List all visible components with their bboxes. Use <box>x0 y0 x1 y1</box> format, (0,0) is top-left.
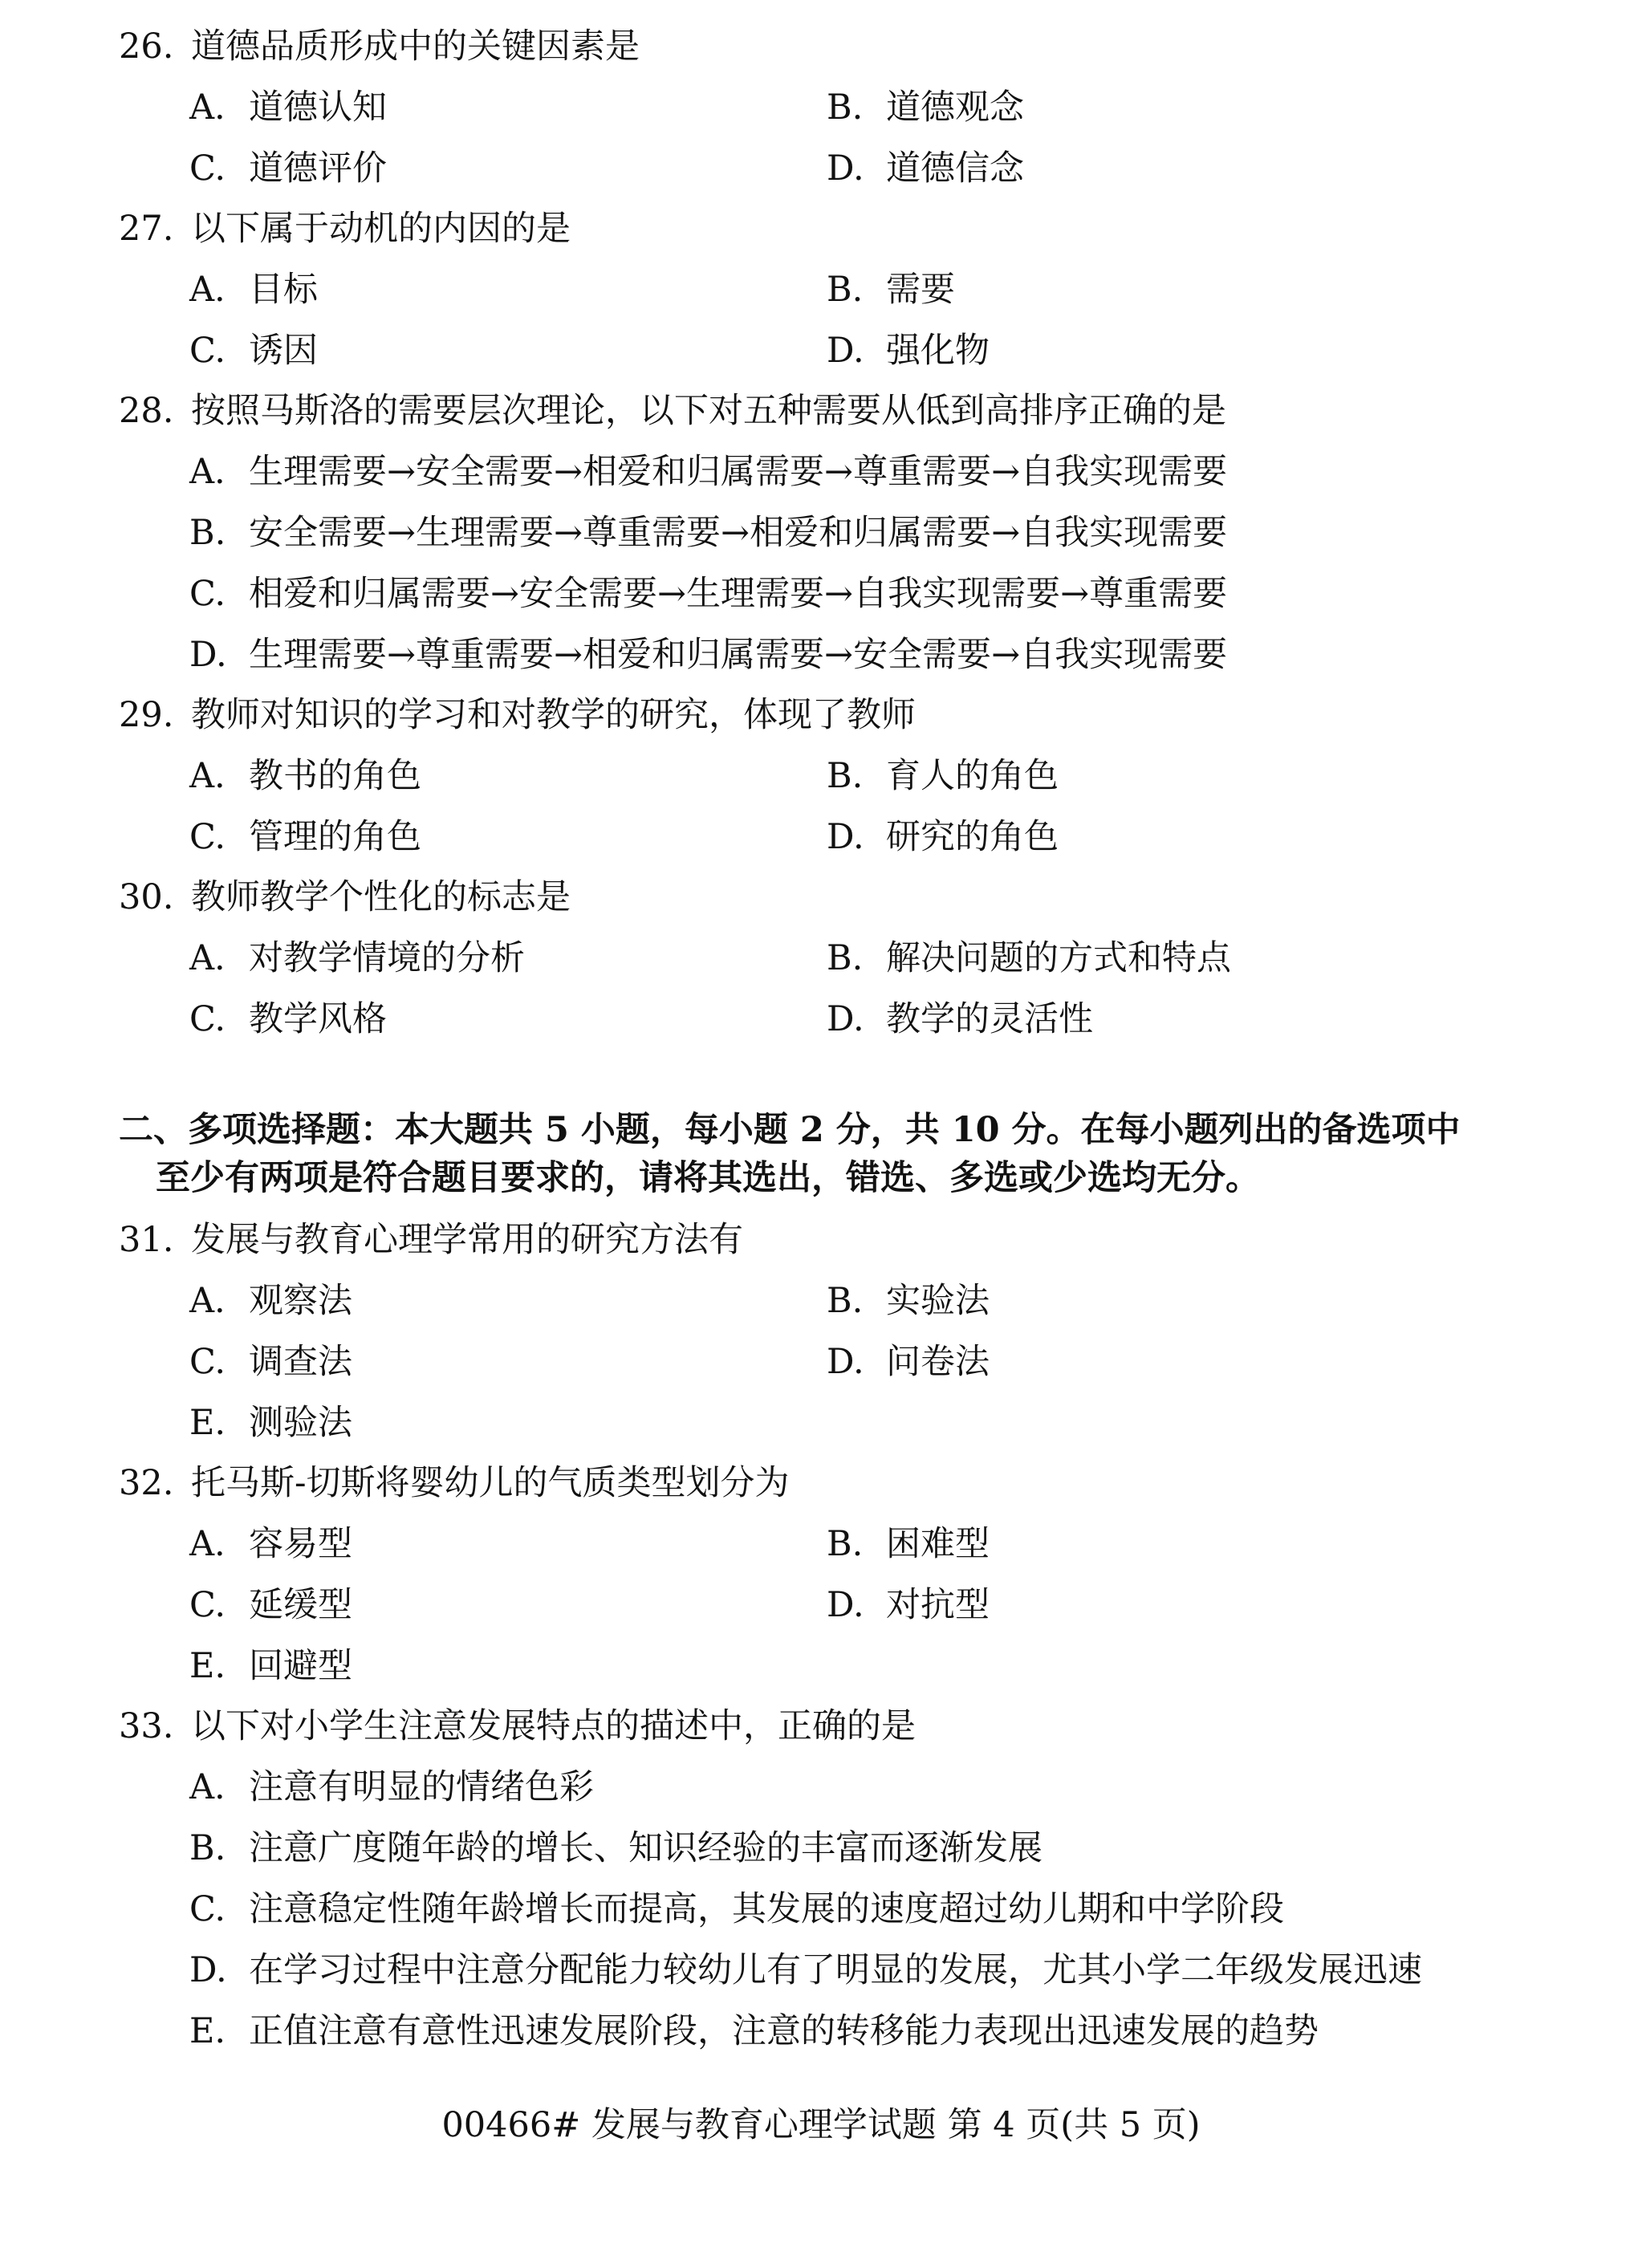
option: E. 正值注意有意性迅速发展阶段，注意的转移能力表现出迅速发展的趋势 <box>189 2011 1319 2051</box>
option: A. 注意有明显的情绪色彩 <box>189 1767 594 1807</box>
option: B. 困难型 <box>827 1524 990 1564</box>
section-two-instructions: 至少有两项是符合题目要求的，请将其选出，错选、多选或少选均无分。 <box>156 1158 1260 1198</box>
option: B. 需要 <box>827 270 955 310</box>
question-33-stem: 33. 以下对小学生注意发展特点的描述中，正确的是 <box>119 1706 916 1746</box>
option: C. 教学风格 <box>189 999 387 1039</box>
option: D. 对抗型 <box>827 1585 990 1625</box>
option: D. 问卷法 <box>827 1342 990 1382</box>
option: B. 育人的角色 <box>827 756 1059 796</box>
option: C. 延缓型 <box>189 1585 352 1625</box>
option: A. 容易型 <box>189 1524 352 1564</box>
option: D. 研究的角色 <box>827 817 1059 857</box>
option: D. 教学的灵活性 <box>827 999 1093 1039</box>
option: A. 目标 <box>189 270 318 310</box>
question-29-stem: 29. 教师对知识的学习和对教学的研究，体现了教师 <box>119 695 916 735</box>
option: C. 注意稳定性随年龄增长而提高，其发展的速度超过幼儿期和中学阶段 <box>189 1889 1284 1929</box>
option: B. 道德观念 <box>827 87 1024 128</box>
question-32-stem: 32. 托马斯-切斯将婴幼儿的气质类型划分为 <box>119 1463 790 1503</box>
option: E. 测验法 <box>189 1403 352 1443</box>
option: D. 强化物 <box>827 331 990 371</box>
question-26-stem: 26. 道德品质形成中的关键因素是 <box>119 26 640 67</box>
option: D. 道德信念 <box>827 148 1024 189</box>
option: C. 诱因 <box>189 331 318 371</box>
option: B. 安全需要→生理需要→尊重需要→相爱和归属需要→自我实现需要 <box>189 513 1228 553</box>
option: A. 生理需要→安全需要→相爱和归属需要→尊重需要→自我实现需要 <box>189 452 1228 492</box>
option: D. 生理需要→尊重需要→相爱和归属需要→安全需要→自我实现需要 <box>189 635 1228 675</box>
question-28-stem: 28. 按照马斯洛的需要层次理论，以下对五种需要从低到高排序正确的是 <box>119 391 1226 431</box>
option: A. 教书的角色 <box>189 756 421 796</box>
option: B. 注意广度随年龄的增长、知识经验的丰富而逐渐发展 <box>189 1828 1043 1868</box>
option: A. 道德认知 <box>189 87 387 128</box>
option: B. 解决问题的方式和特点 <box>827 938 1231 978</box>
option: B. 实验法 <box>827 1281 990 1321</box>
option: C. 相爱和归属需要→安全需要→生理需要→自我实现需要→尊重需要 <box>189 574 1228 614</box>
section-two-heading: 二、多项选择题：本大题共 5 小题，每小题 2 分，共 10 分。在每小题列出的备选项中 <box>119 1110 1461 1150</box>
option: D. 在学习过程中注意分配能力较幼儿有了明显的发展，尤其小学二年级发展迅速 <box>189 1950 1422 1990</box>
option: A. 对教学情境的分析 <box>189 938 525 978</box>
question-31-stem: 31. 发展与教育心理学常用的研究方法有 <box>119 1220 743 1260</box>
option: C. 调查法 <box>189 1342 352 1382</box>
option: C. 管理的角色 <box>189 817 421 857</box>
page-footer: 00466# 发展与教育心理学试题 第 4 页(共 5 页) <box>441 2105 1201 2145</box>
question-30-stem: 30. 教师教学个性化的标志是 <box>119 877 571 917</box>
option: C. 道德评价 <box>189 148 387 189</box>
option: E. 回避型 <box>189 1646 352 1686</box>
option: A. 观察法 <box>189 1281 352 1321</box>
question-27-stem: 27. 以下属于动机的内因的是 <box>119 209 571 249</box>
